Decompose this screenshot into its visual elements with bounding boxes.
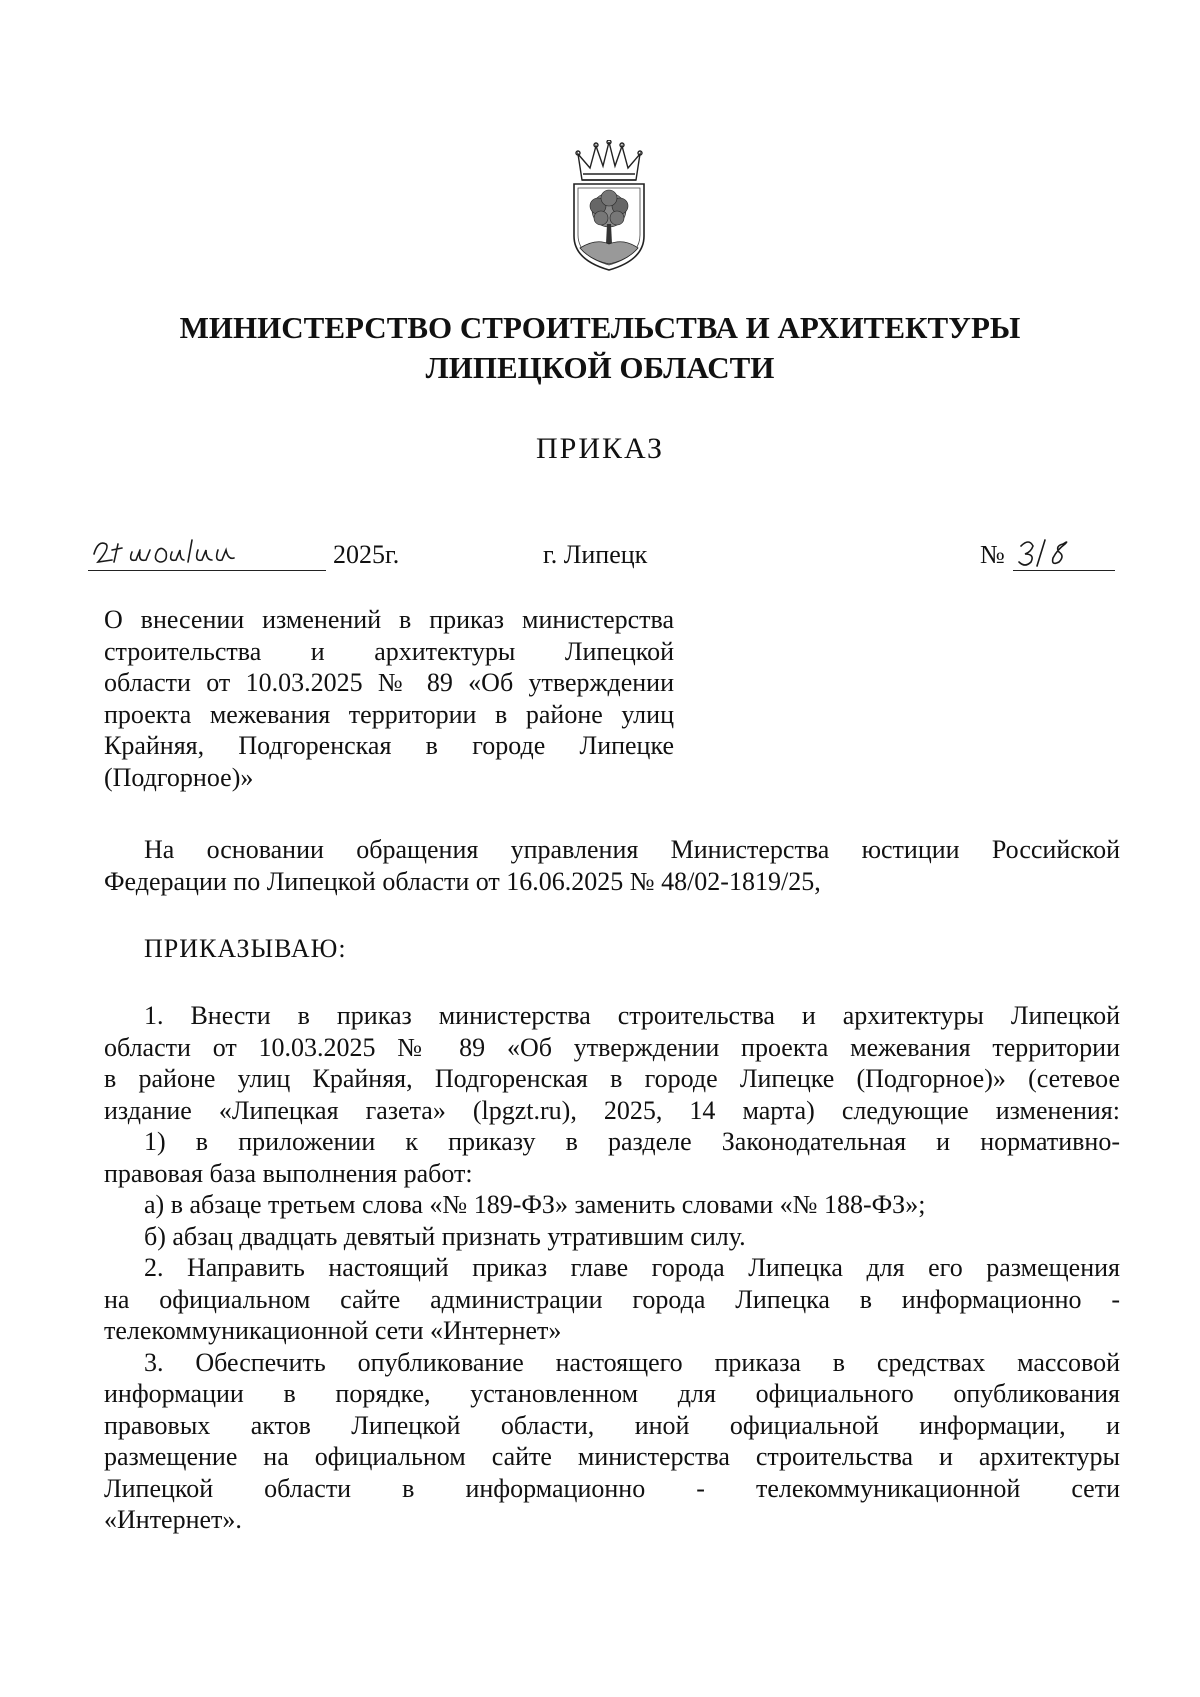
subject-line: проекта межевания территории в районе улиц: [104, 699, 674, 729]
handwritten-date: [88, 530, 288, 570]
lipetsk-coat-of-arms-icon: [568, 140, 650, 272]
subject-line: (Подгорное)»: [104, 762, 254, 792]
handwritten-number: [1015, 532, 1085, 572]
item-line: а) в абзаце третьем слова «№ 189-ФЗ» заменить словами «№ 188-ФЗ»;: [144, 1190, 926, 1219]
item-line: 2. Направить настоящий приказ главе города Липецка для его размещения: [144, 1253, 1120, 1282]
basis-paragraph: [104, 834, 1120, 897]
item-line: правовых актов Липецкой области, иной официальной информации, и: [104, 1410, 1120, 1440]
item-line: информации в порядке, установленном для официального опубликования: [104, 1379, 1120, 1408]
item-line: «Интернет».: [104, 1505, 242, 1534]
item-line: издание «Липецкая газета» (lpgzt.ru), 2025, 14 марта) следующие изменения:: [104, 1095, 1120, 1125]
ministry-name: [150, 308, 1050, 388]
item-line: 3. Обеспечить опубликование настоящего приказа в средствах массовой: [144, 1347, 1120, 1377]
document-subject: [104, 604, 674, 793]
subject-line: строительства и архитектуры Липецкой: [104, 636, 674, 666]
item-line: 1) в приложении к приказу в разделе Законодательная и нормативно-: [144, 1127, 1120, 1156]
subject-line: Крайняя, Подгоренская в городе Липецке: [104, 731, 674, 760]
item-line: размещение на официальном сайте министерства строительства и архитектуры: [104, 1442, 1120, 1471]
ministry-name-line-1: МИНИСТЕРСТВО СТРОИТЕЛЬСТВА И АРХИТЕКТУРЫ: [179, 310, 1021, 345]
basis-line: На основании обращения управления Министерства юстиции Российской: [144, 835, 1120, 864]
document-type-title: ПРИКАЗ: [536, 432, 664, 465]
order-items: [104, 1000, 1120, 1536]
ministry-name-line-2: ЛИПЕЦКОЙ ОБЛАСТИ: [425, 350, 775, 385]
item-line: б) абзац двадцать девятый признать утратившим силу.: [144, 1221, 746, 1251]
item-line: правовая база выполнения работ:: [104, 1158, 473, 1188]
document-year: 2025г.: [333, 540, 400, 569]
item-line: в районе улиц Крайняя, Подгоренская в городе Липецке (Подгорное)» (сетевое: [104, 1064, 1120, 1093]
item-line: Липецкой области в информационно - телекоммуникационной сети: [104, 1473, 1120, 1503]
document-meta-row: [0, 536, 1200, 582]
basis-line: Федерации по Липецкой области от 16.06.2025 № 48/02-1819/25,: [104, 866, 821, 896]
subject-line: области от 10.03.2025 № 89 «Об утверждении: [104, 668, 674, 697]
item-line: на официальном сайте администрации города Липецка в информационно -: [104, 1284, 1120, 1314]
item-line: телекоммуникационной сети «Интернет»: [104, 1316, 562, 1345]
document-city: г. Липецк: [543, 540, 648, 569]
order-directive: ПРИКАЗЫВАЮ:: [144, 934, 347, 963]
number-sign: №: [980, 540, 1005, 569]
subject-line: О внесении изменений в приказ министерства: [104, 605, 674, 634]
item-line: 1. Внести в приказ министерства строительства и архитектуры Липецкой: [144, 1001, 1120, 1030]
item-line: области от 10.03.2025 № 89 «Об утверждении проекта межевания территории: [104, 1032, 1120, 1062]
